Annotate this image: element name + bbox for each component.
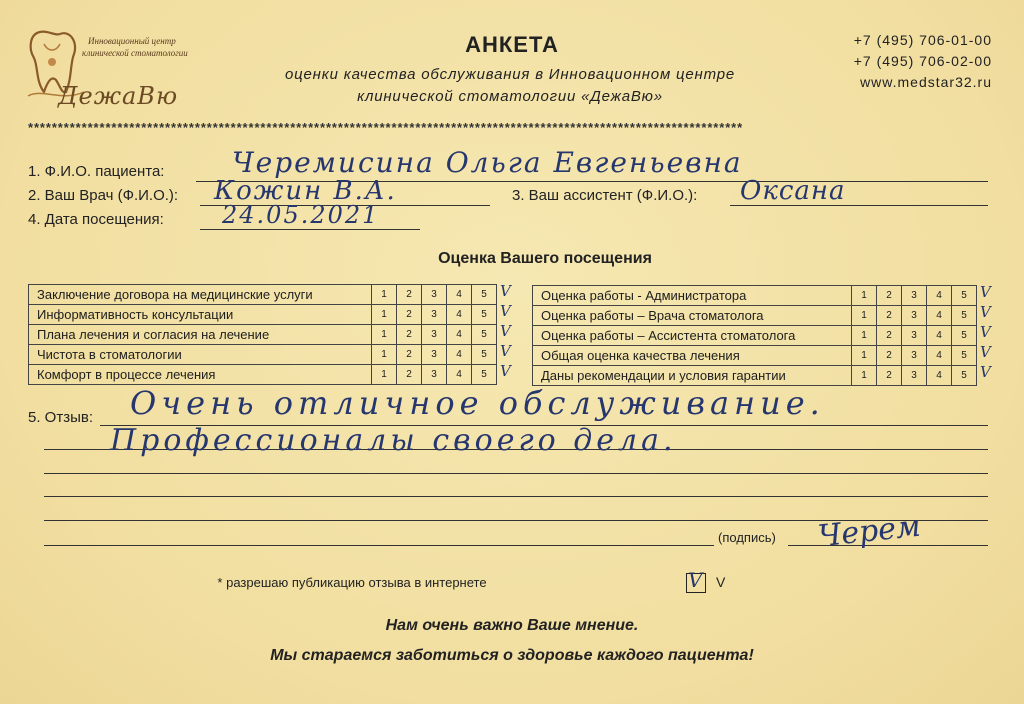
rating-option-5[interactable]: 5 (472, 365, 497, 385)
review-line-4 (44, 496, 988, 497)
rating-option-5[interactable]: 5 (472, 345, 497, 365)
star-separator: ************************************************************************************************************************ (28, 120, 744, 135)
rating-row (533, 366, 977, 386)
doctor-value: Кожин В.А. (214, 176, 397, 206)
doctor-label: 2. Ваш Врач (Ф.И.О.): (28, 187, 179, 204)
signature-scribble: Черем (816, 508, 923, 555)
rating-option-5[interactable]: 5 (472, 305, 497, 325)
rating-option-1[interactable]: 1 (852, 306, 877, 326)
rating-option-2[interactable]: 2 (877, 286, 902, 306)
rating-criterion: Плана лечения и согласия на лечение (29, 325, 372, 345)
assistant-value: Оксана (740, 176, 846, 206)
rating-criterion: Оценка работы – Врача стоматолога (533, 306, 852, 326)
form-title: АНКЕТА (465, 32, 559, 57)
footer-line-1: Нам очень важно Ваше мнение. (385, 617, 639, 634)
rating-check-mark: V (980, 323, 991, 341)
rating-option-3[interactable]: 3 (422, 305, 447, 325)
rating-option-2[interactable]: 2 (877, 326, 902, 346)
rating-option-4[interactable]: 4 (447, 325, 472, 345)
rating-option-5[interactable]: 5 (472, 285, 497, 305)
rating-row (533, 346, 977, 366)
rating-row (533, 306, 977, 326)
contact-block (854, 30, 992, 93)
rating-criterion: Даны рекомендации и условия гарантии (533, 366, 852, 386)
rating-option-4[interactable]: 4 (447, 345, 472, 365)
rating-option-5[interactable]: 5 (952, 346, 977, 366)
review-label: 5. Отзыв: (28, 409, 94, 426)
patient-name-label: 1. Ф.И.О. пациента: (28, 163, 165, 180)
rating-check-mark: V (980, 363, 991, 381)
publish-consent-mark: V (716, 574, 726, 590)
rating-option-5[interactable]: 5 (952, 306, 977, 326)
rating-option-4[interactable]: 4 (447, 305, 472, 325)
rating-option-4[interactable]: 4 (927, 286, 952, 306)
rating-option-2[interactable]: 2 (877, 366, 902, 386)
rating-section-title: Оценка Вашего посещения (438, 250, 652, 267)
rating-option-1[interactable]: 1 (372, 305, 397, 325)
logo-line-1: Инновационный центр (88, 36, 176, 46)
rating-option-2[interactable]: 2 (397, 365, 422, 385)
rating-option-3[interactable]: 3 (902, 306, 927, 326)
rating-row (29, 305, 497, 325)
phone-1: +7 (495) 706-01-00 (853, 32, 992, 48)
rating-check-mark: V (500, 362, 511, 380)
rating-criterion: Информативность консультации (29, 305, 372, 325)
rating-row (29, 285, 497, 305)
rating-option-2[interactable]: 2 (877, 306, 902, 326)
rating-check-mark: V (980, 283, 991, 301)
rating-criterion: Комфорт в процессе лечения (29, 365, 372, 385)
rating-option-1[interactable]: 1 (852, 326, 877, 346)
rating-option-2[interactable]: 2 (397, 345, 422, 365)
logo-line-2: клинической стоматологии (82, 48, 188, 58)
visit-date-label: 4. Дата посещения: (28, 211, 164, 228)
logo-brand-name: ДежаВю (58, 82, 179, 110)
rating-check-mark: V (980, 303, 991, 321)
rating-check-mark: V (980, 343, 991, 361)
rating-option-3[interactable]: 3 (422, 325, 447, 345)
rating-row (29, 325, 497, 345)
phone-2: +7 (495) 706-02-00 (853, 53, 992, 69)
footer-line-2: Мы стараемся заботиться о здоровье каждого пациента! (270, 647, 754, 664)
publish-consent-checkbox[interactable] (686, 568, 706, 593)
review-text-line-2: Профессионалы своего дела. (110, 423, 677, 458)
publish-check-mark: V (688, 568, 703, 592)
rating-option-4[interactable]: 4 (927, 346, 952, 366)
rating-option-1[interactable]: 1 (372, 365, 397, 385)
review-text-line-1: Очень отличное обслуживание. (130, 384, 825, 422)
publish-consent-text: * разрешаю публикацию отзыва в интернете (217, 575, 487, 590)
rating-option-1[interactable]: 1 (372, 325, 397, 345)
rating-criterion: Чистота в стоматологии (29, 345, 372, 365)
visit-date-value: 24.05.2021 (222, 201, 380, 229)
rating-row (29, 345, 497, 365)
rating-option-2[interactable]: 2 (397, 285, 422, 305)
form-subtitle-line-1: оценки качества обслуживания в Инновационном центре (285, 66, 735, 83)
rating-row (533, 326, 977, 346)
review-line-3 (44, 473, 988, 474)
rating-option-3[interactable]: 3 (422, 285, 447, 305)
rating-criterion: Оценка работы - Администратора (533, 286, 852, 306)
patient-name-value: Черемисина Ольга Евгеньевна (232, 146, 743, 179)
rating-option-5[interactable]: 5 (952, 326, 977, 346)
signature-label: (подпись) (718, 530, 776, 545)
review-line-6 (44, 545, 714, 546)
website: www.medstar32.ru (860, 74, 992, 90)
rating-option-1[interactable]: 1 (852, 366, 877, 386)
rating-option-5[interactable]: 5 (952, 366, 977, 386)
rating-check-mark: V (500, 302, 511, 320)
rating-table-left (28, 284, 497, 385)
rating-option-4[interactable]: 4 (447, 365, 472, 385)
rating-criterion: Оценка работы – Ассистента стоматолога (533, 326, 852, 346)
form-subtitle-line-2: клинической стоматологии «ДежаВю» (357, 88, 663, 105)
assistant-label: 3. Ваш ассистент (Ф.И.О.): (512, 187, 698, 204)
rating-criterion: Заключение договора на медицинские услуги (29, 285, 372, 305)
rating-option-4[interactable]: 4 (927, 326, 952, 346)
rating-option-4[interactable]: 4 (927, 366, 952, 386)
rating-criterion: Общая оценка качества лечения (533, 346, 852, 366)
rating-option-4[interactable]: 4 (447, 285, 472, 305)
rating-table-right (532, 285, 977, 386)
rating-option-1[interactable]: 1 (852, 286, 877, 306)
rating-option-3[interactable]: 3 (902, 366, 927, 386)
rating-option-3[interactable]: 3 (422, 345, 447, 365)
rating-row (533, 286, 977, 306)
rating-option-3[interactable]: 3 (902, 326, 927, 346)
rating-option-2[interactable]: 2 (877, 346, 902, 366)
rating-option-1[interactable]: 1 (372, 345, 397, 365)
rating-option-5[interactable]: 5 (952, 286, 977, 306)
rating-option-1[interactable]: 1 (852, 346, 877, 366)
rating-option-2[interactable]: 2 (397, 325, 422, 345)
rating-option-3[interactable]: 3 (422, 365, 447, 385)
rating-option-3[interactable]: 3 (902, 286, 927, 306)
rating-option-1[interactable]: 1 (372, 285, 397, 305)
rating-check-mark: V (500, 282, 511, 300)
rating-option-3[interactable]: 3 (902, 346, 927, 366)
rating-check-mark: V (500, 342, 511, 360)
rating-option-5[interactable]: 5 (472, 325, 497, 345)
rating-option-2[interactable]: 2 (397, 305, 422, 325)
rating-row (29, 365, 497, 385)
rating-option-4[interactable]: 4 (927, 306, 952, 326)
rating-check-mark: V (500, 322, 511, 340)
